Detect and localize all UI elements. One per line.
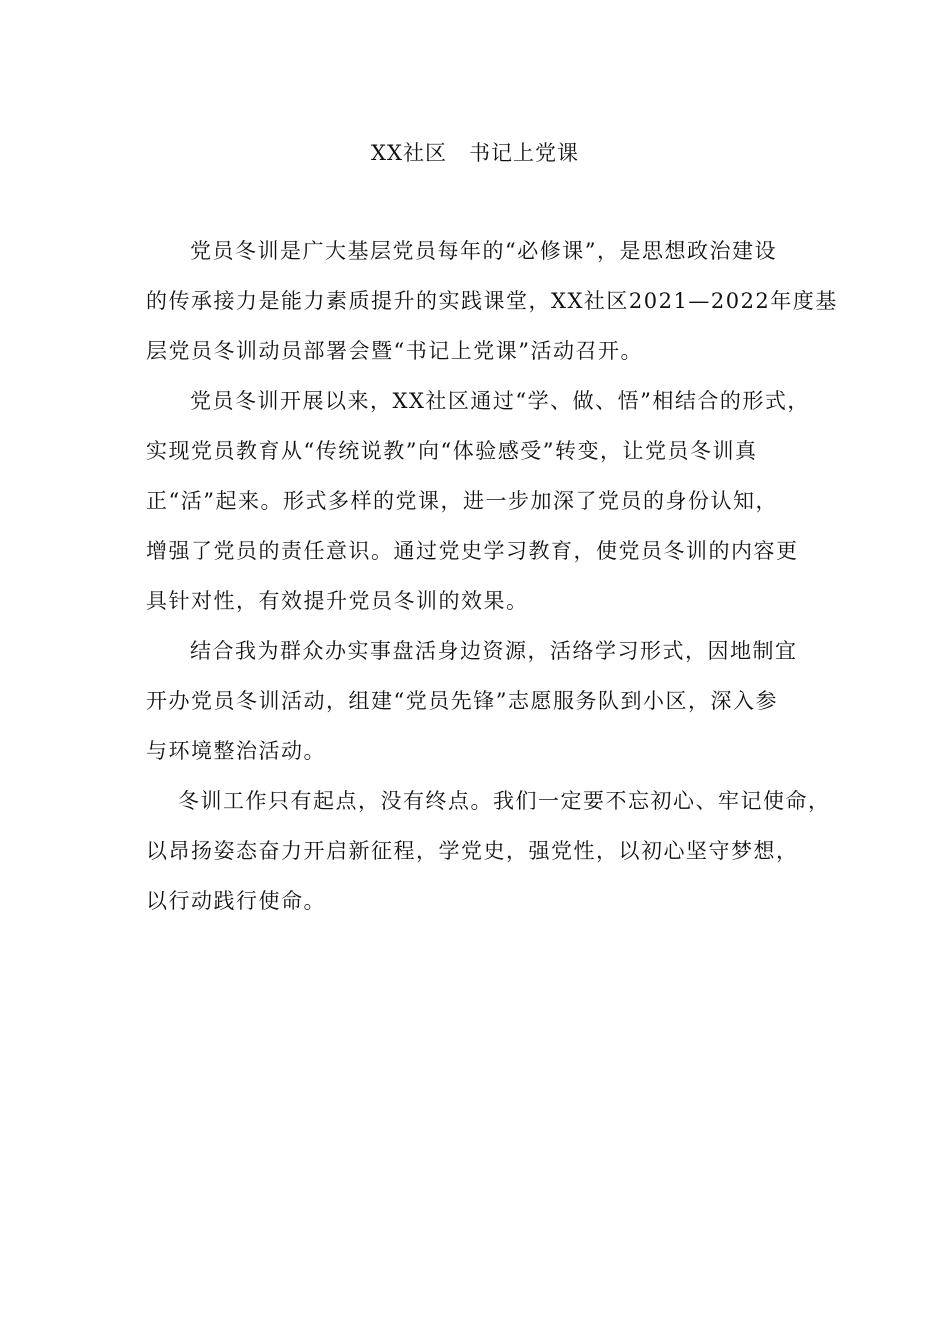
- paragraph-4-line-2: 以昂扬姿态奋力开启新征程，学党史，强党性，以初心坚守梦想，: [146, 839, 799, 863]
- paragraph-1-line-3: 层党员冬训动员部署会暨“书记上党课”活动召开。: [146, 339, 643, 363]
- paragraph-2-line-1: 党员冬训开展以来，XX社区通过“学、做、悟”相结合的形式，: [190, 389, 810, 413]
- paragraph-2-line-5: 具针对性，有效提升党员冬训的效果。: [146, 589, 529, 613]
- page-title: [0, 138, 950, 168]
- paragraph-2-line-4: 增强了党员的责任意识。通过党史学习教育，使党员冬训的内容更: [146, 539, 799, 563]
- paragraph-2-line-2: 实现党员教育从“传统说教”向“体验感受”转变，让党员冬训真: [146, 439, 758, 463]
- paragraph-4-line-1: 冬训工作只有起点，没有终点。我们一定要不忘初心、牢记使命，: [178, 789, 831, 813]
- paragraph-1-line-1: 党员冬训是广大基层党员每年的“必修课”，是思想政治建设: [190, 239, 777, 263]
- paragraph-3-line-3: 与环境整治活动。: [146, 739, 326, 763]
- title-topic: 书记上党课: [468, 141, 579, 165]
- paragraph-4-line-3: 以行动践行使命。: [146, 889, 326, 913]
- title-community: XX社区: [371, 141, 447, 165]
- paragraph-3-line-1: 结合我为群众办实事盘活身边资源，活络学习形式，因地制宜: [190, 639, 798, 663]
- paragraph-2-line-3: 正“活”起来。形式多样的党课，进一步加深了党员的身份认知，: [146, 489, 778, 513]
- paragraph-3-line-2: 开办党员冬训活动，组建“党员先锋”志愿服务队到小区，深入参: [146, 689, 778, 713]
- paragraph-1-line-2: 的传承接力是能力素质提升的实践课堂，XX社区2021—2022年度基: [146, 289, 838, 313]
